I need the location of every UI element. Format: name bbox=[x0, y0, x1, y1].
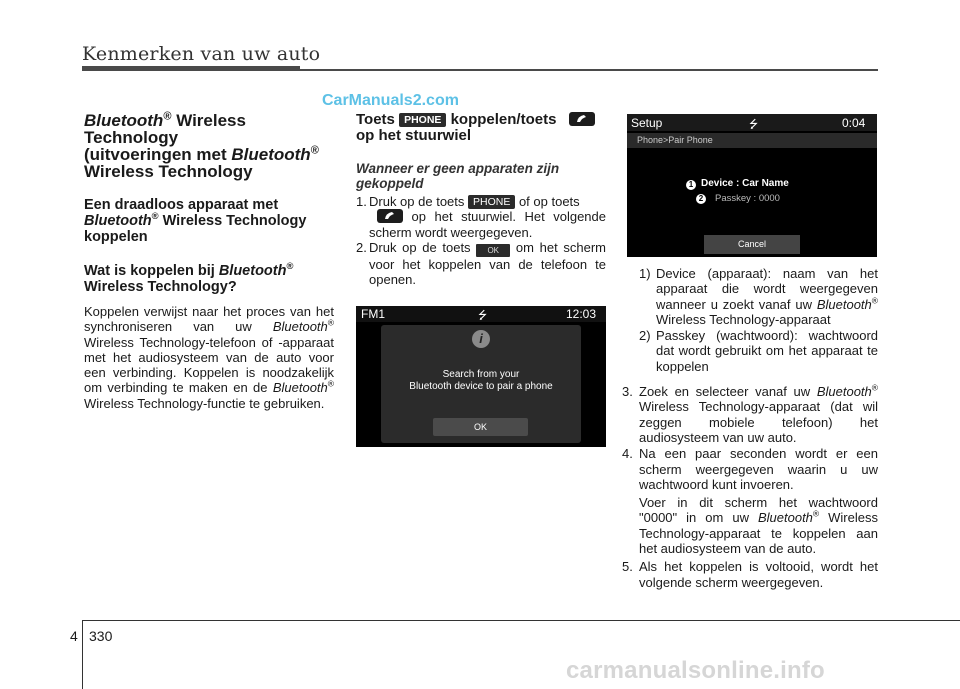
phone-key-icon: PHONE bbox=[468, 195, 515, 209]
column-2 bbox=[356, 112, 606, 287]
heading-connect: Een draadloos apparaat met Bluetooth® Wireless Technology koppelen bbox=[84, 197, 307, 245]
step-1: 1. Druk op de toets PHONE of op toets op het stuurwiel. Het volgende scherm wordt weergegeven. bbox=[356, 194, 606, 240]
cancel-button[interactable]: Cancel bbox=[704, 235, 800, 254]
info-icon: i bbox=[472, 330, 490, 348]
step-4: 4. Na een paar seconden wordt er een scherm weergegeven waarin u uw wachtwoord kunt invoeren. bbox=[622, 446, 878, 492]
footer-rule bbox=[82, 620, 960, 621]
header-rule bbox=[300, 69, 878, 71]
chapter-header: Kenmerken van uw auto bbox=[82, 43, 321, 65]
ok-key-icon: OK bbox=[476, 244, 510, 257]
page-number: 330 bbox=[89, 628, 113, 644]
call-key-icon bbox=[377, 209, 403, 223]
heading-phone-key: Toets PHONE koppelen/toets op het stuurwiel bbox=[356, 112, 606, 144]
section-title: Bluetooth® Wireless Technology (uitvoeringen met Bluetooth® Wireless Technology bbox=[84, 110, 319, 181]
header-bar-thick bbox=[82, 66, 300, 71]
step-2: 2. Druk op de toets OK om het scherm voor het koppelen van de telefoon te openen. bbox=[356, 239, 606, 288]
dialog-message-1: Search from your bbox=[442, 369, 520, 380]
footer-divider bbox=[82, 620, 83, 689]
screen-clock: 0:04 bbox=[842, 116, 866, 130]
breadcrumb: Phone>Pair Phone bbox=[637, 135, 713, 145]
screen-pair-phone bbox=[627, 114, 877, 257]
screen-search-device bbox=[356, 306, 606, 447]
subheading-no-devices: Wanneer er geen apparaten zijn gekoppeld bbox=[356, 161, 560, 191]
watermark-bottom: carmanualsonline.info bbox=[566, 657, 825, 684]
usb-icon: ⭍ bbox=[478, 310, 488, 322]
heading-what-is-pairing: Wat is koppelen bij Bluetooth® Wireless Technology? bbox=[84, 260, 294, 295]
column-3-text bbox=[622, 266, 878, 590]
passkey-line: Passkey : 0000 bbox=[715, 193, 780, 204]
marker-2: 2 bbox=[696, 194, 706, 204]
pairing-description: Koppelen verwijst naar het proces van het synchroniseren van uw Bluetooth® Wireless Technology-telefoon of -apparaat met het audiosysteem van de auto voor een verbinding. Koppelen is noodzakelijk om verbinding te maken en de Bluetooth® Wireless Technology-functie te gebruiken. bbox=[84, 304, 334, 411]
step-4-detail: Voer in dit scherm het wachtwoord "0000" in om uw Bluetooth® Wireless Technology-apparaat te koppelen aan het audiosysteem van de auto. bbox=[639, 495, 878, 557]
call-key-icon bbox=[569, 112, 595, 126]
ok-button[interactable]: OK bbox=[433, 418, 528, 436]
screen-mode: FM1 bbox=[361, 307, 385, 321]
screen-title: Setup bbox=[631, 116, 663, 130]
device-line: Device : Car Name bbox=[701, 178, 789, 189]
step-5: 5. Als het koppelen is voltooid, wordt het volgende scherm weergegeven. bbox=[622, 559, 878, 590]
watermark-top: CarManuals2.com bbox=[322, 92, 459, 109]
dialog-message-2: Bluetooth device to pair a phone bbox=[409, 381, 553, 392]
marker-1: 1 bbox=[686, 180, 696, 190]
legend-item-1: 1) Device (apparaat): naam van het apparaat die wordt weergegeven wanneer u zoekt vanaf uw Bluetooth® Wireless Technology-apparaat bbox=[639, 266, 878, 327]
phone-key-icon: PHONE bbox=[399, 113, 446, 127]
chapter-number: 4 bbox=[70, 628, 78, 644]
screen-clock: 12:03 bbox=[566, 307, 597, 321]
legend-item-2: 2) Passkey (wachtwoord): wachtwoord dat wordt gebruikt om het apparaat te koppelen bbox=[639, 328, 878, 374]
column-1 bbox=[84, 112, 334, 411]
step-3: 3. Zoek en selecteer vanaf uw Bluetooth® Wireless Technology-apparaat (dat wil zeggen mobiele telefoon) het audiosysteem van uw auto. bbox=[622, 382, 878, 445]
usb-icon: ⭍ bbox=[749, 119, 759, 131]
